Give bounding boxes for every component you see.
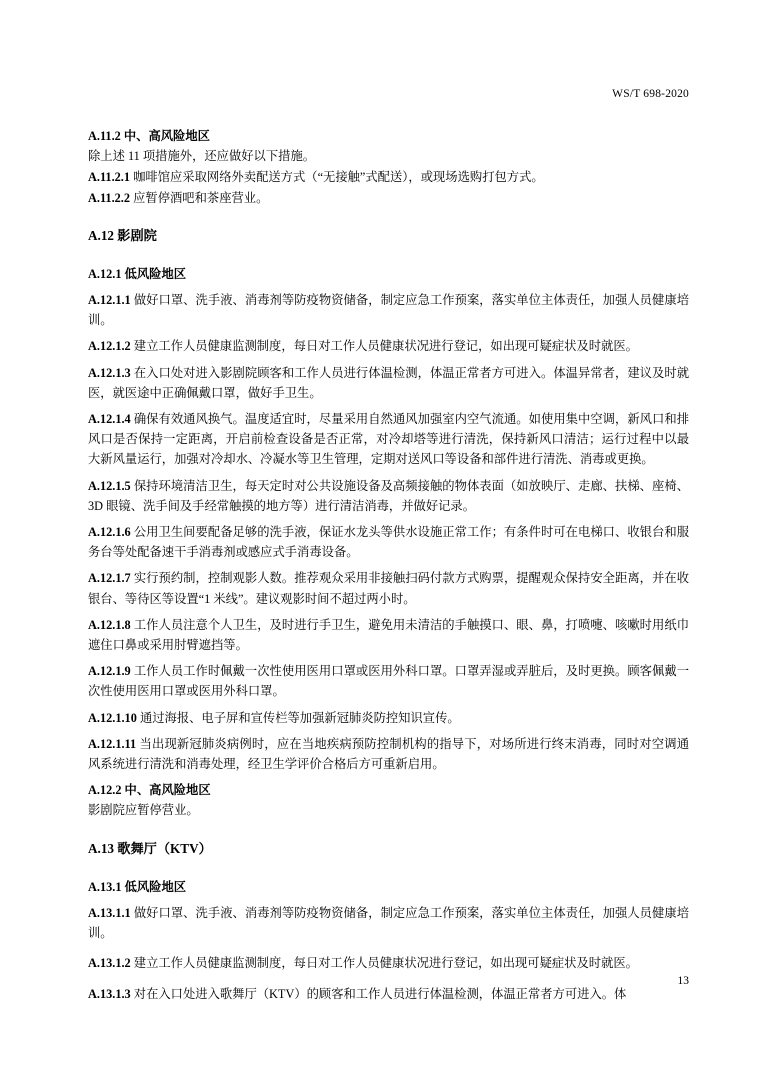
clause-number: A.12.1.7 (88, 571, 131, 586)
paragraph (88, 800, 689, 820)
paragraph (88, 953, 689, 973)
paragraph (88, 167, 689, 187)
paragraph (88, 409, 689, 470)
paragraph-text: 影剧院应暂停营业。 (88, 803, 199, 818)
clause-number: A.11.2.1 (88, 169, 131, 184)
paragraph-text: 公用卫生间要配备足够的洗手液，保证水龙头等供水设施正常工作；有条件时可在电梯口、收银台和服务台等处配备速干手消毒剂或感应式手消毒设备。 (88, 525, 689, 560)
clause-number: A.13.1.2 (88, 956, 131, 971)
paragraph-text: 建立工作人员健康监测制度，每日对工作人员健康状况进行登记，如出现可疑症状及时就医。 (133, 339, 638, 354)
paragraph (88, 615, 689, 655)
clause-number: A.12.1.2 (88, 339, 131, 354)
paragraph-text: 通过海报、电子屏和宣传栏等加强新冠肺炎防控知识宣传。 (139, 710, 460, 725)
document-header-code: WS/T 698-2020 (612, 88, 689, 100)
paragraph-text: 对在入口处进入歌舞厅（KTV）的顾客和工作人员进行体温检测，体温正常者方可进入。体 (133, 986, 627, 1001)
paragraph (88, 146, 689, 166)
page-number: 13 (677, 975, 689, 987)
subsection-heading: A.12.2 中、高风险地区 (88, 783, 211, 798)
section-title: A.13 歌舞厅（KTV） (88, 840, 212, 856)
paragraph-text: 工作人员注意个人卫生，及时进行手卫生，避免用未清洁的手触摸口、眼、鼻，打喷嚏、咳嗽时用纸巾遮住口鼻或采用肘臂遮挡等。 (88, 617, 689, 653)
paragraph (88, 188, 689, 208)
paragraph-text: 咖啡馆应采取网络外卖配送方式（“无接触”式配送），或现场选购打包方式。 (133, 169, 544, 184)
paragraph-text: 实行预约制，控制观影人数。推荐观众采用非接触扫码付款方式购票，提醒观众保持安全距离，并在收银台、等待区等设置“1 米线”。建议观影时间不超过两小时。 (88, 571, 689, 606)
paragraph (88, 568, 689, 608)
paragraph-text: 保持环境清洁卫生，每天定时对公共设施设备及高频接触的物体表面（如放映厅、走廊、扶梯、座椅、3D 眼镜、洗手间及手经常触摸的地方等）进行清洁消毒，并做好记录。 (88, 478, 689, 513)
clause-number: A.12.1.8 (88, 617, 131, 632)
paragraph (88, 734, 689, 774)
paragraph (88, 363, 689, 403)
subsection-heading: A.11.2 中、高风险地区 (88, 129, 210, 143)
clause-number: A.12.1.10 (88, 710, 137, 725)
subsection-heading: A.12.1 低风险地区 (88, 266, 187, 281)
clause-number: A.12.1.6 (88, 525, 131, 540)
paragraph-text: 做好口罩、洗手液、消毒剂等防疫物资储备，制定应急工作预案，落实单位主体责任，加强人员健康培训。 (88, 293, 689, 328)
clause-number: A.12.1.11 (88, 736, 137, 751)
clause-number: A.12.1.3 (88, 365, 131, 380)
paragraph (88, 336, 689, 356)
paragraph-text: 除上述 11 项措施外，还应做好以下措施。 (88, 149, 316, 164)
paragraph (88, 476, 689, 516)
clause-number: A.12.1.4 (88, 412, 131, 427)
clause-number: A.12.1.9 (88, 664, 131, 679)
clause-number: A.12.1.1 (88, 293, 131, 308)
clause-number: A.11.2.2 (88, 190, 131, 205)
clause-number: A.13.1.3 (88, 986, 131, 1001)
paragraph (88, 708, 689, 728)
page-content (88, 88, 689, 1004)
paragraph-text: 工作人员工作时佩戴一次性使用医用口罩或医用外科口罩。口罩弄湿或弄脏后，及时更换。顾客佩戴一次性使用医用口罩或医用外科口罩。 (88, 664, 689, 699)
paragraph-text: 做好口罩、洗手液、消毒剂等防疫物资储备，制定应急工作预案，落实单位主体责任，加强人员健康培训。 (88, 905, 689, 941)
clause-number: A.12.1.5 (88, 478, 131, 493)
paragraph (88, 903, 689, 943)
paragraph-text: 当出现新冠肺炎病例时，应在当地疾病预防控制机构的指导下，对场所进行终末消毒，同时对空调通风系统进行清洗和消毒处理，经卫生学评价合格后方可重新启用。 (88, 736, 689, 772)
clause-number: A.13.1.1 (88, 905, 131, 920)
paragraph (88, 522, 689, 562)
paragraph-text: 在入口处对进入影剧院顾客和工作人员进行体温检测，体温正常者方可进入。体温异常者，建议及时就医，就医途中正确佩戴口罩，做好手卫生。 (88, 365, 689, 400)
paragraph (88, 984, 689, 1004)
paragraph (88, 290, 689, 330)
paragraph-text: 应暂停酒吧和茶座营业。 (133, 190, 269, 205)
subsection-heading: A.13.1 低风险地区 (88, 879, 187, 894)
paragraph (88, 661, 689, 701)
paragraph-text: 建立工作人员健康监测制度，每日对工作人员健康状况进行登记，如出现可疑症状及时就医。 (133, 956, 638, 971)
document-body (88, 126, 689, 1004)
section-title: A.12 影剧院 (88, 227, 157, 243)
paragraph-text: 确保有效通风换气。温度适宜时，尽量采用自然通风加强室内空气流通。如使用集中空调，新风口和排风口是否保持一定距离，开启前检查设备是否正常，对冷却塔等进行清洗，保持新风口清洁；运行过程中以最大新风量运行，加强对冷却水、冷凝水等卫生管理，定期对送风口等设备和部件进行清洗、消毒或更换。 (88, 412, 689, 467)
